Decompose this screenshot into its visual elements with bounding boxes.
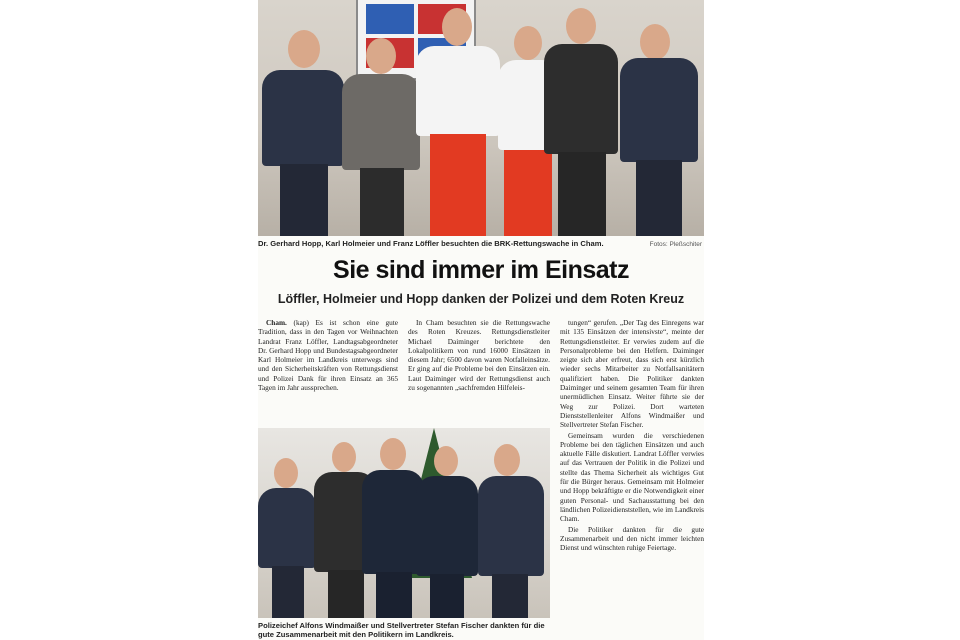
subheadline: Löffler, Holmeier und Hopp danken der Polizei und dem Roten Kreuz	[277, 292, 685, 306]
top-photo	[258, 0, 704, 236]
column-3-paragraph: tungen“ gerufen. „Der Tag des Einregens war mit 135 Einsätzen der intensivste“, meinte der Rettungsdienstleiter. Er verwies zudem auf die Personalprobleme bei den Helfern. Daiminger zeigte sich aber erfreut, dass sich erst kürzlich wieder sechs Mitarbeiter zu Notfallsanitätern qualifiziert haben. Die Politiker dankten Daiminger und seinem gesamten Team für ihren unermüdlichen Einsatz. Weiter führte sie der Weg zur Polizei. Dort warteten Dienststellenleiter Alfons Windmaißer und Stellvertreter Stefan Fischer.	[560, 318, 704, 430]
article-column-3	[560, 318, 704, 640]
bottom-photo-caption: Polizeichef Alfons Windmaißer und Stellvertreter Stefan Fischer dankten für die gute Zusammenarbeit mit den Politikern im Landkreis.	[258, 621, 545, 639]
article-column-1	[258, 318, 398, 422]
article-column-2	[408, 318, 550, 422]
column-2-text: In Cham besuchten sie die Rettungswache des Roten Kreuzes. Rettungsdienstleiter Michael Daiminger berichtete den Lokalpolitikern von rund 16000 Einsätzen in diesem Jahr; 6500 davon waren Notfalleinsätze. Er ging auf die Probleme bei den Einsätzen ein. Laut Daiminger wird der Rettungsdienst auch zu sogenannten „sachfremden Hilfeleis-	[408, 318, 550, 393]
column-1-text: (kap) Es ist schon eine gute Tradition, dass in den Tagen vor Weihnachten Landrat Franz Löffler, Landtagsabgeordneter Dr. Gerhard Hopp und Bundestagsabgeordneter Karl Holmeier im Landkreis unterwegs sind und den Sicherheitskräften von Rettungsdienst und Polizei Dank für ihren Einsatz an 365 Tagen im Jahr aussprechen.	[258, 318, 398, 393]
headline: Sie sind immer im Einsatz	[333, 256, 629, 284]
photo-credit: Fotos: Pleßschiter	[649, 241, 702, 248]
dateline: Cham.	[266, 318, 287, 327]
column-3-paragraph: Gemeinsam wurden die verschiedenen Probleme bei den täglichen Einsätzen und auch aktuelle Fälle diskutiert. Landrat Löffler verwies auf das Vertrauen der Politik in die Polizei und stellte das Thema Sicherheit als wichtiges Gut für die Bürger heraus. Gemeinsam mit Holmeier und Hopp bekräftigte er die Notwendigkeit einer guten Personal- und Sachausstattung bei den ländlichen Polizeidienststellen, wie im Landkreis Cham.	[560, 430, 704, 524]
top-photo-caption: Dr. Gerhard Hopp, Karl Holmeier und Franz Löffler besuchten die BRK-Rettungswache in Cham.	[258, 239, 604, 248]
column-3-paragraph: Die Politiker dankten für die gute Zusammenarbeit und den nicht immer leichten Dienst und wünschten ruhige Feiertage.	[560, 524, 704, 553]
bottom-photo	[258, 428, 550, 618]
newspaper-page	[258, 0, 704, 640]
